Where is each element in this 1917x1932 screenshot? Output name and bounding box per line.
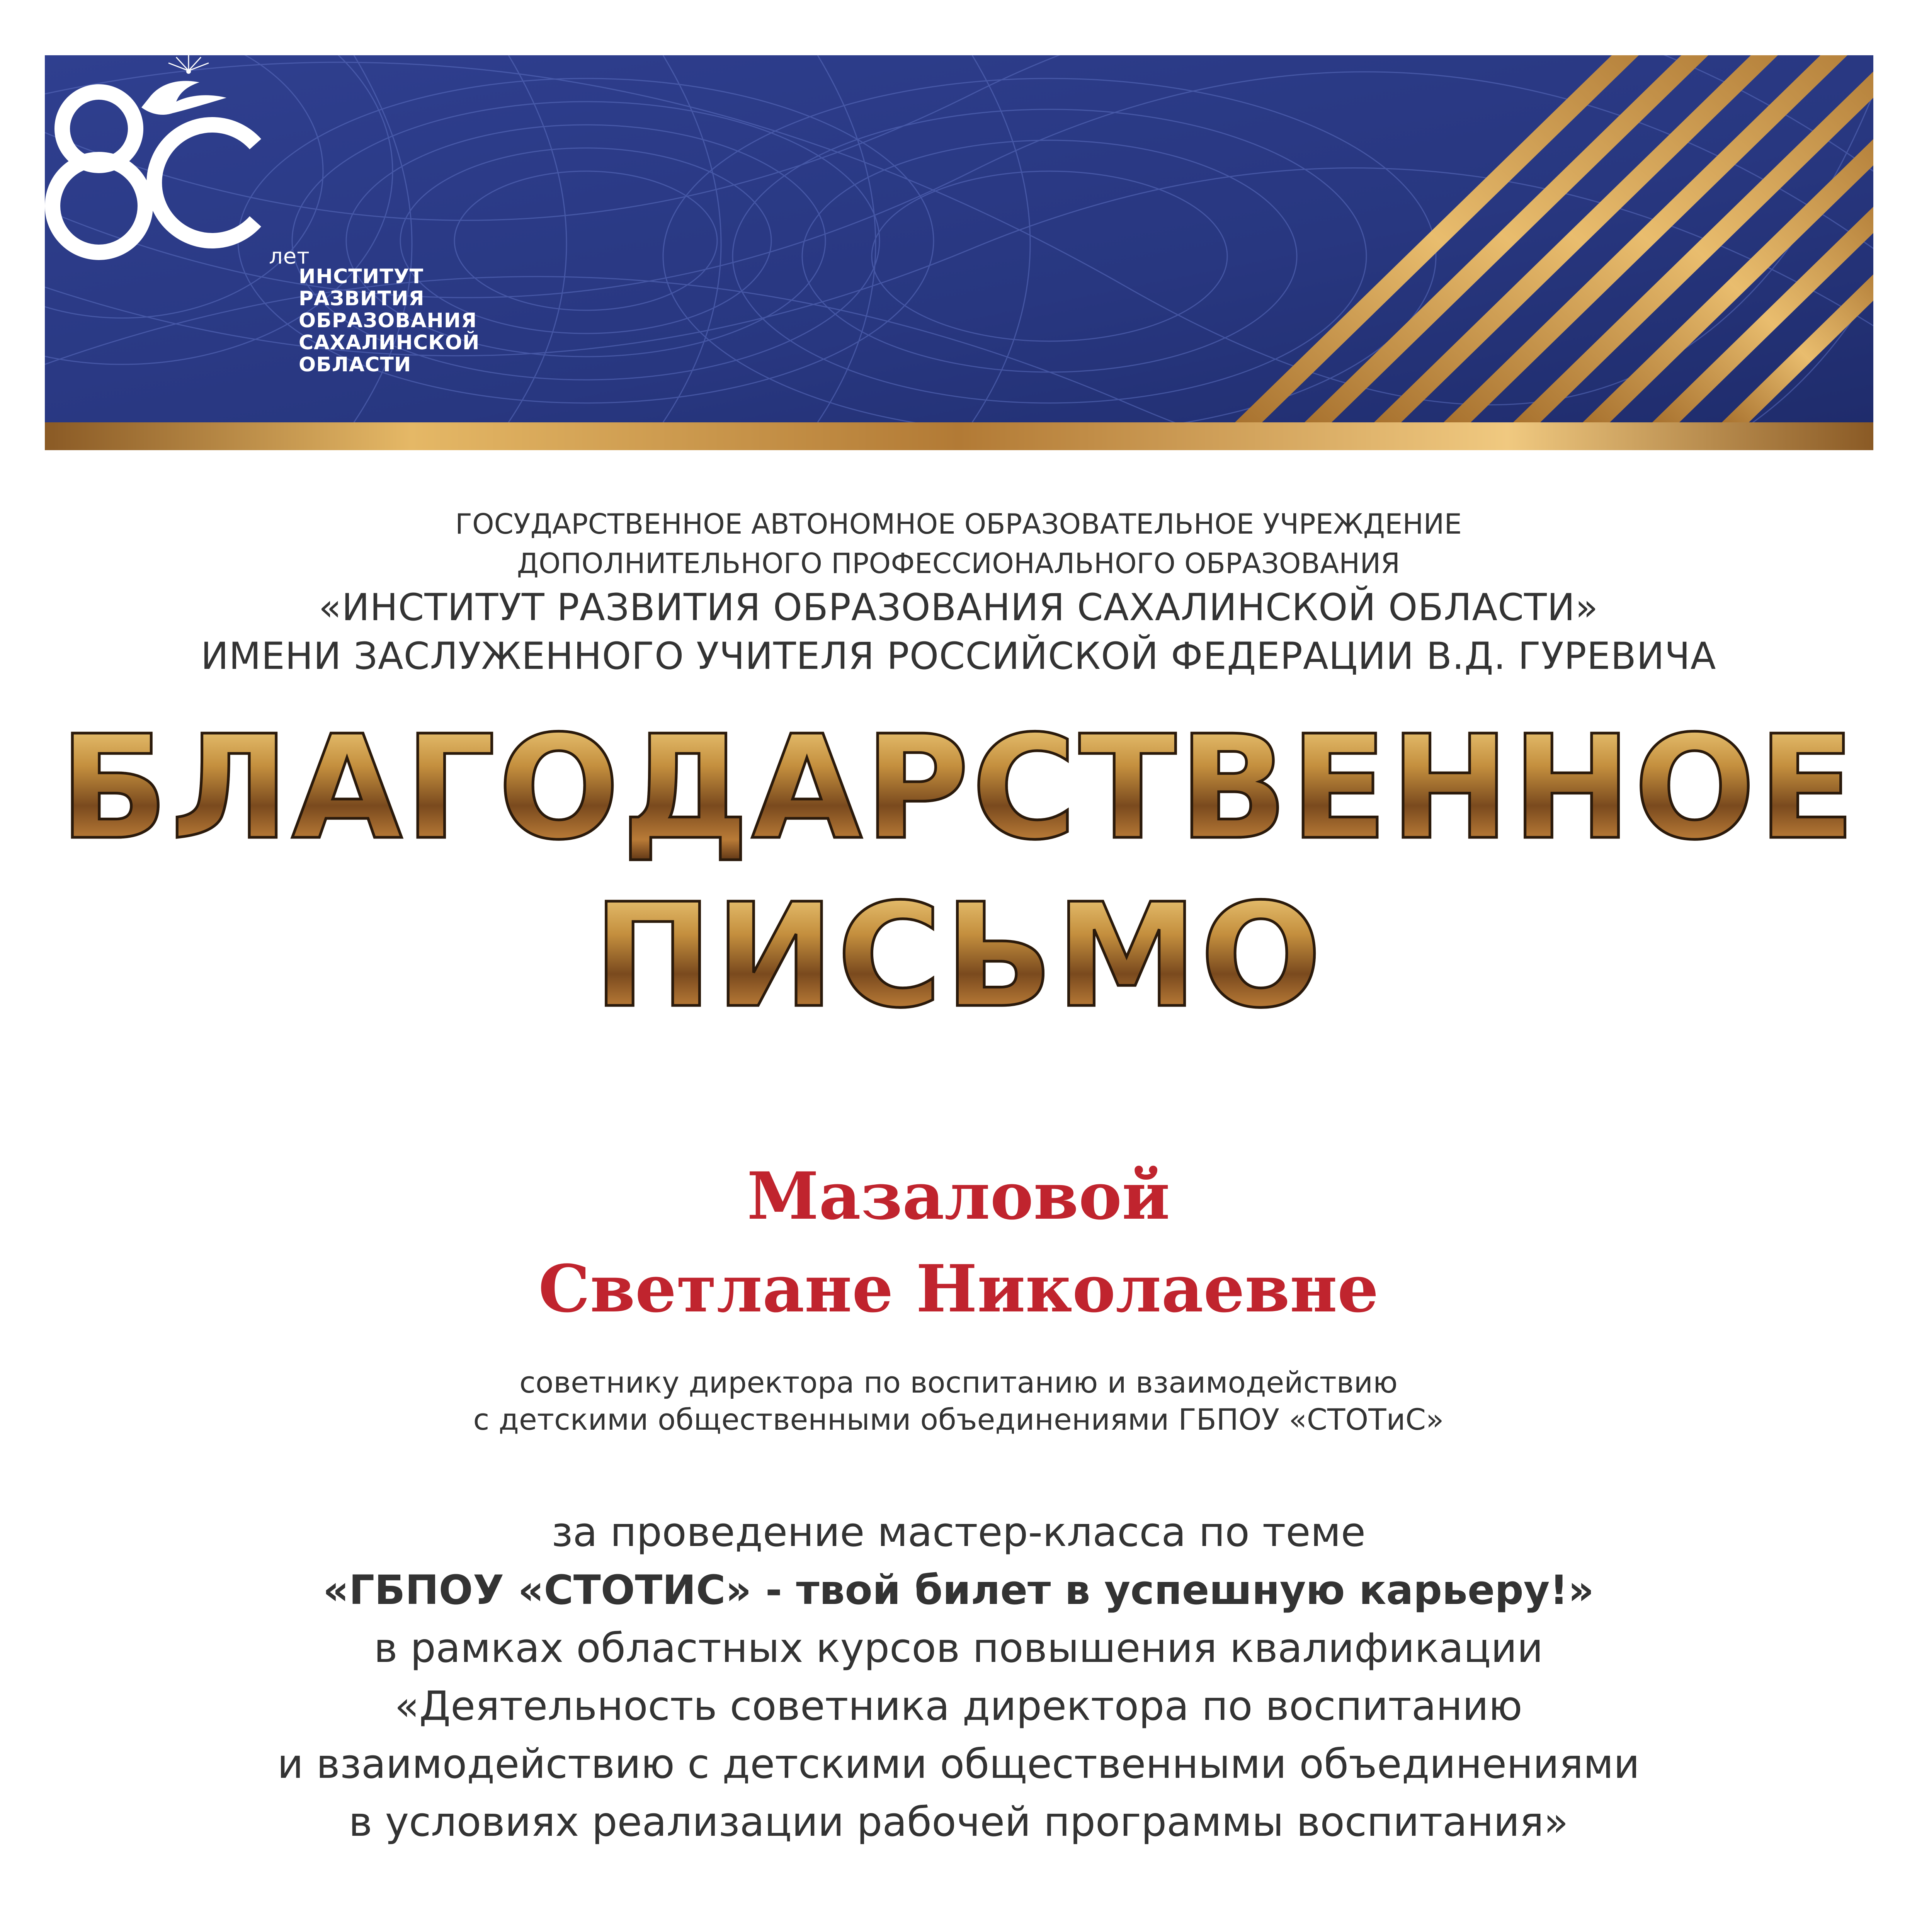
letter-body xyxy=(0,1503,1917,1851)
institution-line-3: «ИНСТИТУТ РАЗВИТИЯ ОБРАЗОВАНИЯ САХАЛИНСКОЙ ОБЛАСТИ» xyxy=(318,586,1599,629)
header-banner xyxy=(45,55,1873,450)
recipient-surname: Мазаловой xyxy=(747,1158,1170,1234)
body-line-1: за проведение мастер-класса по теме xyxy=(551,1509,1366,1556)
position-line-1: советнику директора по воспитанию и взаимодействию xyxy=(519,1365,1398,1400)
masterclass-topic: «ГБПОУ «СТОТИС» - твой билет в успешную карьеру!» xyxy=(323,1566,1594,1614)
recipient-position xyxy=(0,1364,1917,1438)
document-title-line-1: БЛАГОДАРСТВЕННОЕ xyxy=(0,715,1917,862)
logo-line: САХАЛИНСКОЙ xyxy=(299,331,480,354)
institution-header xyxy=(0,504,1917,680)
logo-line: РАЗВИТИЯ xyxy=(299,287,425,310)
recipient-name: Светлане Николаевне xyxy=(538,1250,1379,1327)
course-title-line-3: в условиях реализации рабочей программы воспитания» xyxy=(349,1798,1568,1845)
logo-institute-name xyxy=(299,266,480,376)
logo-years-label: лет xyxy=(269,244,310,269)
course-title-line-2: и взаимодействию с детскими общественными объединениями xyxy=(277,1740,1640,1787)
position-line-2: с детскими общественными объединениями ГБПОУ «СТОТиС» xyxy=(473,1402,1444,1437)
anniversary-logo xyxy=(45,55,284,272)
logo-line: ОБЛАСТИ xyxy=(299,353,412,376)
institution-line-1: ГОСУДАРСТВЕННОЕ АВТОНОМНОЕ ОБРАЗОВАТЕЛЬНОЕ УЧРЕЖДЕНИЕ xyxy=(455,508,1462,540)
logo-line: ОБРАЗОВАНИЯ xyxy=(299,309,477,332)
course-title-line-1: «Деятельность советника директора по воспитанию xyxy=(395,1682,1522,1730)
sun-rays-icon xyxy=(168,55,209,71)
document-title-line-2: ПИСЬМО xyxy=(0,883,1917,1030)
institution-line-2: ДОПОЛНИТЕЛЬНОГО ПРОФЕССИОНАЛЬНОГО ОБРАЗОВАНИЯ xyxy=(517,547,1400,580)
banner-background xyxy=(45,55,1873,450)
institution-line-4: ИМЕНИ ЗАСЛУЖЕННОГО УЧИТЕЛЯ РОССИЙСКОЙ ФЕДЕРАЦИИ В.Д. ГУРЕВИЧА xyxy=(201,634,1716,678)
gold-border xyxy=(45,422,1873,450)
logo-line: ИНСТИТУТ xyxy=(299,265,424,288)
dove-icon xyxy=(141,69,226,115)
body-line-3: в рамках областных курсов повышения квалификации xyxy=(374,1624,1543,1672)
